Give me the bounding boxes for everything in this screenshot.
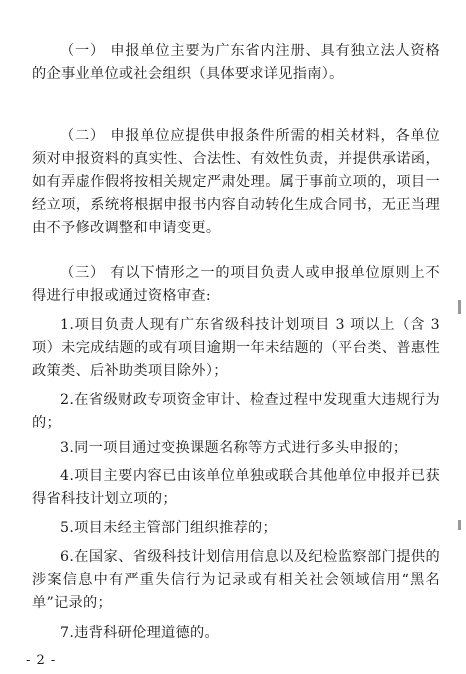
scan-edge-mark <box>458 520 461 530</box>
page-number: - 2 - <box>26 653 57 668</box>
list-item-6: 6.在国家、省级科技计划信用信息以及纪检监察部门提供的涉案信息中有严重失信行为记录或有相关社会领域信用“黑名单”记录的； <box>32 549 440 611</box>
paragraph-2: （二） 申报单位应提供申报条件所需的相关材料，各单位须对申报资料的真实性、合法性、有效性负责，并提供承诺函，如有弄虚作假将按相关规定严肃处理。属于事前立项的，项目一经立项，系统将根据申报书内容自动转化生成合同书，无正当理由不予修改调整和申请变更。 <box>32 128 440 236</box>
list-item-4: 4.项目主要内容已由该单位单独或联合其他单位申报并已获得省科技计划立项的； <box>32 468 440 507</box>
list-item-7: 7.违背科研伦理道德的。 <box>60 625 220 641</box>
list-item-1: 1.项目负责人现有广东省级科技计划项目 3 项以上（含 3 项）未完成结题的或有项目逾期一年未结题的（平台类、普惠性政策类、后补助类项目除外）； <box>32 317 440 379</box>
paragraph-1: （一） 申报单位主要为广东省内注册、具有独立法人资格的企事业单位或社会组织（具体要求详见指南）。 <box>32 43 440 82</box>
list-item-3: 3.同一项目通过变换课题名称等方式进行多头申报的； <box>60 440 408 456</box>
paragraph-3: （三） 有以下情形之一的项目负责人或申报单位原则上不得进行申报或通过资格审查: <box>32 265 440 304</box>
scan-edge-mark <box>458 300 461 314</box>
list-item-2: 2.在省级财政专项资金审计、检查过程中发现重大违规行为的； <box>32 392 440 431</box>
list-item-5: 5.项目未经主管部门组织推荐的； <box>60 520 277 536</box>
